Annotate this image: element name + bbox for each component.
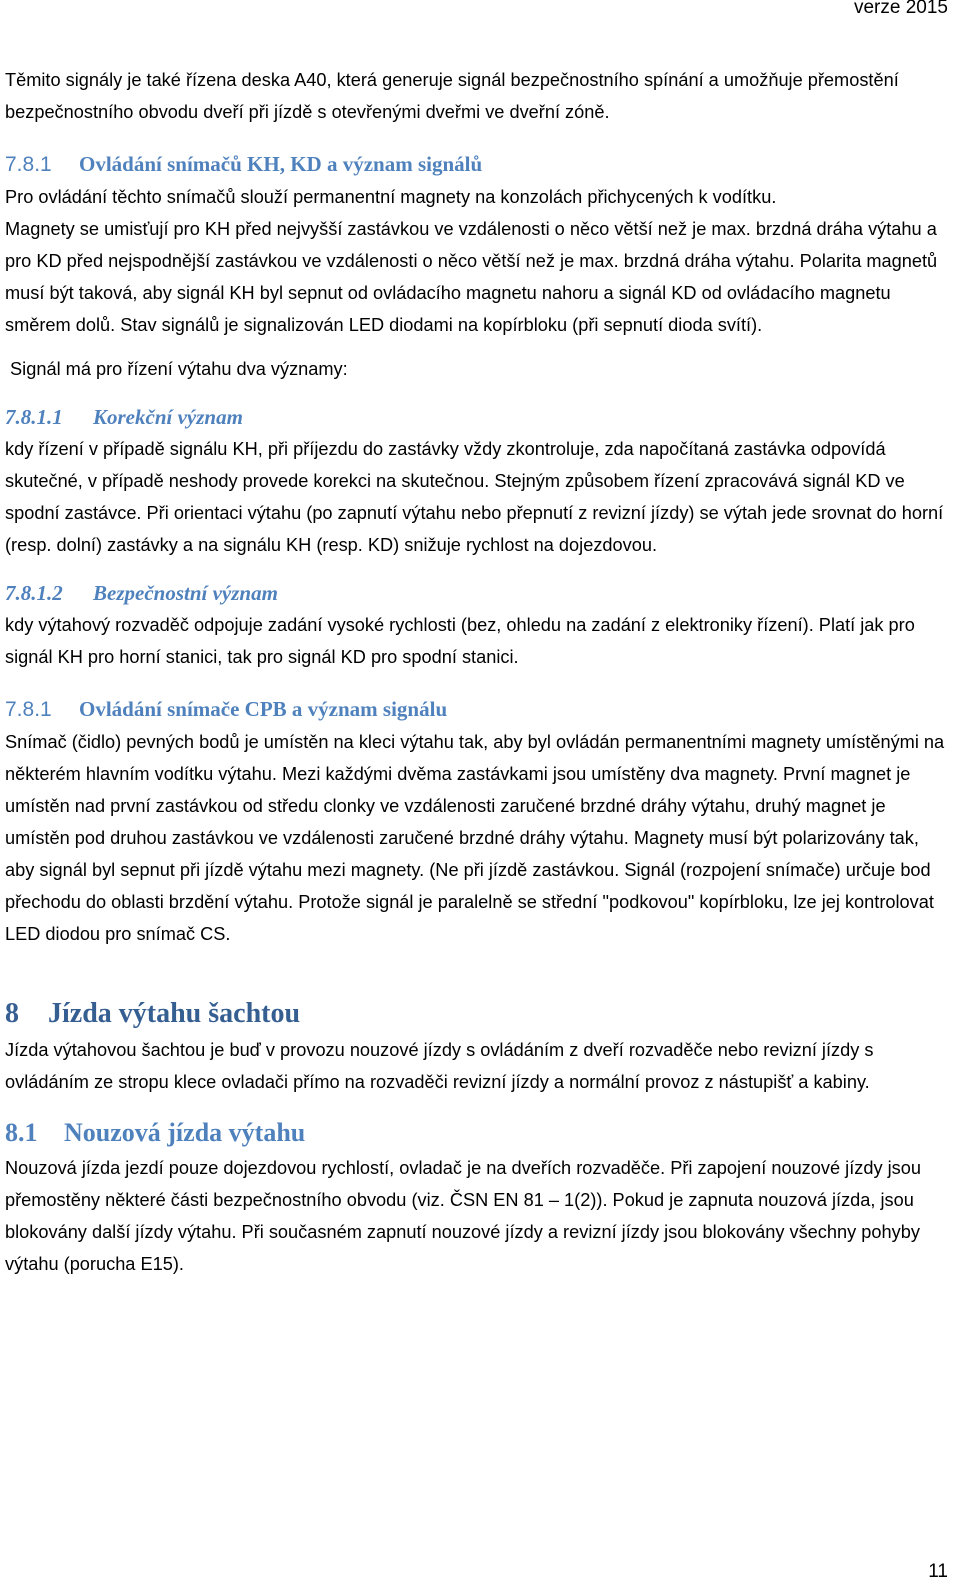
section-8-1-body: Nouzová jízda jezdí pouze dojezdovou rychlostí, ovladač je na dveřích rozvaděče. Při zapojení nouzové jízdy jsou přemostěny některé části bezpečnostního obvodu (viz. ČSN EN 81 – 1(2)). Pokud je zapnuta nouzová jízda, jsou blokovány další jízdy výtahu. Při současném zapnutí nouzové jízdy a revizní jízdy jsou blokovány všechny pohyby výtahu (porucha E15). bbox=[5, 1158, 921, 1274]
heading-number: 7.8.1 bbox=[5, 153, 52, 176]
heading-title: Jízda výtahu šachtou bbox=[48, 998, 301, 1029]
heading-7-8-1-kh-kd bbox=[5, 148, 945, 181]
intro-paragraph: Těmito signály je také řízena deska A40, která generuje signál bezpečnostního spínání a umožňuje přemostění bezpečnostního obvodu dveří při jízdě s otevřenými dveřmi ve dveřní zóně. bbox=[5, 70, 899, 122]
heading-number: 8.1 bbox=[5, 1118, 38, 1147]
heading-title: Ovládání snímačů KH, KD a význam signálů bbox=[79, 152, 483, 176]
section-7-8-1-line1: Pro ovládání těchto snímačů slouží permanentní magnety na konzolách přichycených k vodítku. bbox=[5, 187, 777, 207]
section-7-8-1-body: Magnety se umisťují pro KH před nejvyšší zastávkou ve vzdálenosti o něco větší než je max. brzdná dráha výtahu a pro KD před nejspodnější zastávkou ve vzdálenosti o něco větší než je max. brzdná dráha výtahu. Polarita magnetů musí být taková, aby signál KH byl sepnut od ovládacího magnetu nahoru a signál KD od ovládacího magnetu směrem dolů. Stav signálů je signalizován LED diodami na kopírbloku (při sepnutí dioda svítí). bbox=[5, 219, 938, 335]
section-7-8-1-1-body: kdy řízení v případě signálu KH, při příjezdu do zastávky vždy zkontroluje, zda napočítaná zastávka odpovídá skutečné, v případě neshody provede korekci na skutečnou. Stejným způsobem řízení zpracovává signál KD ve spodní zastávce. Při orientaci výtahu (po zapnutí výtahu nebo přepnutí z revizní jízdy) se výtah jede srovnat do horní (resp. dolní) zastávky a na signálu KH (resp. KD) snižuje rychlost na dojezdovou. bbox=[5, 439, 944, 555]
heading-number: 7.8.1.2 bbox=[5, 581, 63, 605]
page-number: 11 bbox=[928, 1561, 948, 1582]
heading-7-8-1-1 bbox=[5, 401, 945, 433]
version-label: verze 2015 bbox=[853, 0, 948, 18]
signal-meaning-intro: Signál má pro řízení výtahu dva významy: bbox=[5, 359, 348, 379]
section-7-8-1-2-body: kdy výtahový rozvaděč odpojuje zadání vysoké rychlosti (bez, ohledu na zadání z elektroniky řízení). Platí jak pro signál KH pro horní stanici, tak pro signál KD pro spodní stanici. bbox=[5, 615, 915, 667]
heading-title: Korekční význam bbox=[93, 405, 243, 429]
heading-number: 8 bbox=[5, 998, 19, 1029]
heading-7-8-1-cpb bbox=[5, 693, 945, 726]
heading-title: Nouzová jízda výtahu bbox=[64, 1118, 306, 1147]
heading-8 bbox=[5, 994, 945, 1034]
section-8-body: Jízda výtahovou šachtou je buď v provozu nouzové jízdy s ovládáním z dveří rozvaděče nebo revizní jízdy s ovládáním ze stropu klece ovladači přímo na rozvaděči revizní jízdy a normální provoz z nástupišť a kabiny. bbox=[5, 1040, 874, 1092]
heading-number: 7.8.1.1 bbox=[5, 405, 63, 429]
section-7-8-1-cpb-body: Snímač (čidlo) pevných bodů je umístěn na kleci výtahu tak, aby byl ovládán permanentními magnety umístěnými na některém hlavním vodítku výtahu. Mezi každými dvěma zastávkami jsou umístěny dva magnety. První magnet je umístěn nad první zastávkou od středu clonky ve vzdálenosti zaručené brzdné dráhy výtahu, druhý magnet je umístěn pod druhou zastávkou ve vzdálenosti zaručené brzdné dráhy výtahu. Magnety musí být polarizovány tak, aby signál byl sepnut při jízdě výtahu mezi magnety. (Ne při jízdě zastávkou. Signál (rozpojení snímače) určuje bod přechodu do oblasti brzdění výtahu. Protože signál je paralelně se střední "podkovou" kopírbloku, lze jej kontrolovat LED diodou pro snímač CS. bbox=[5, 732, 945, 944]
heading-title: Ovládání snímače CPB a význam signálu bbox=[79, 697, 448, 721]
heading-number: 7.8.1 bbox=[5, 698, 52, 721]
page-content bbox=[5, 64, 945, 1280]
heading-8-1 bbox=[5, 1114, 945, 1152]
heading-title: Bezpečnostní význam bbox=[93, 581, 278, 605]
heading-7-8-1-2 bbox=[5, 577, 945, 609]
